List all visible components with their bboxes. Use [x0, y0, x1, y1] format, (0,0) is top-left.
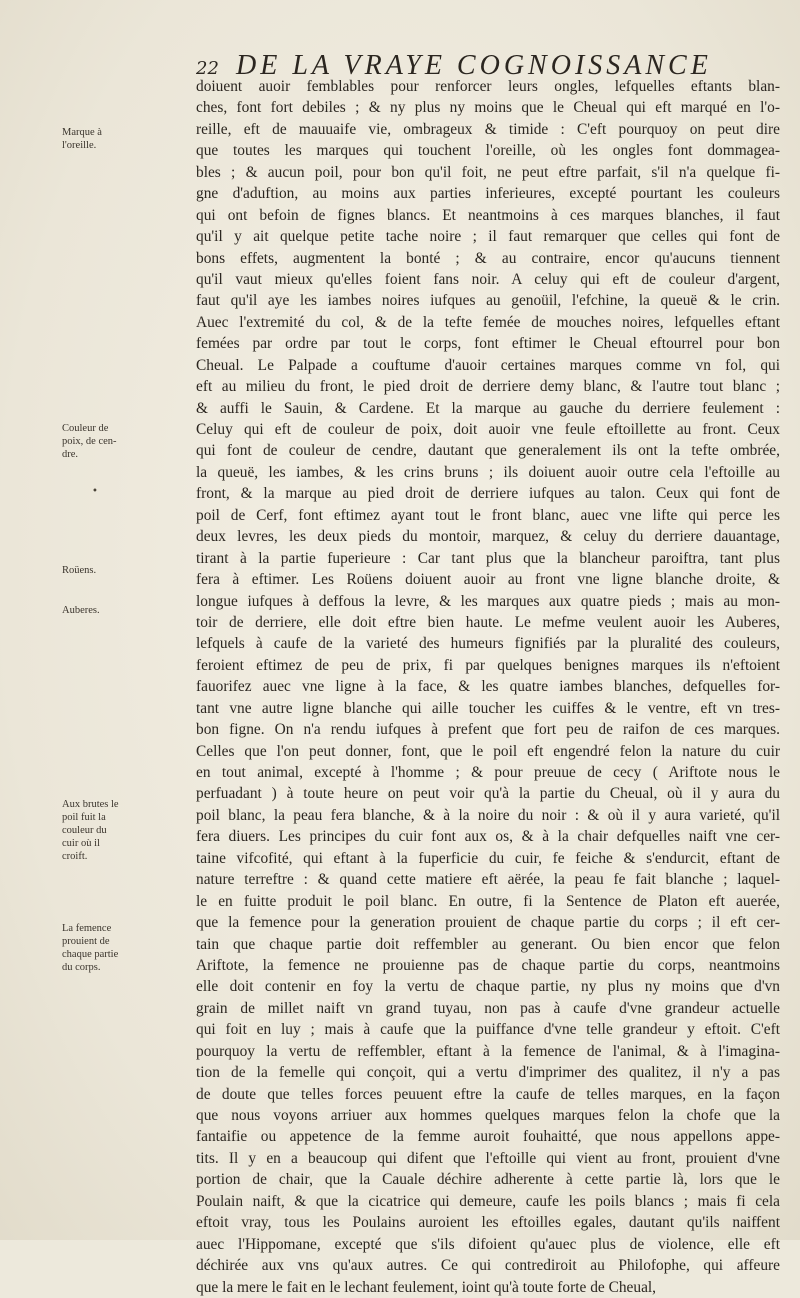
margin-note-line: Auberes. — [62, 605, 100, 616]
text-line: poil blanc, la peau fera blanche, & à la noire du noir : & où il y aura varieté, qu'il — [196, 806, 780, 824]
margin-note-line: croift. — [62, 851, 88, 862]
text-line: & auffi le Sauin, & Cardene. Et la marque au gauche du derriere feulement : — [196, 399, 780, 417]
text-line: portion de chair, que la Cauale déchire adherente à cette partie là, lors que le — [196, 1171, 780, 1189]
text-line: ches, font fort debiles ; & ny plus ny moins que le Cheual qui eft marqué en l'o- — [196, 99, 780, 117]
text-line: tirant à la partie fuperieure : Car tant plus que la blancheur paroiftra, tant plus — [196, 549, 780, 567]
margin-note-couleur-de-poix — [62, 422, 126, 461]
text-line: qui font de couleur de cendre, dautant que generalement ils ont la tefte ombrée, — [196, 442, 780, 460]
text-line: toir de derriere, elle doit eftre bien haute. Le mefme veulent auoir les Auberes, — [196, 613, 780, 631]
text-line: que la femence pour la generation prouient de chaque partie du corps ; il eft cer- — [196, 914, 780, 932]
text-line: deux levres, les deux pieds du montoir, marquez, & celuy du derriere dauantage, — [196, 528, 780, 546]
margin-note-line: l'oreille. — [62, 140, 97, 151]
text-line: Auec l'extremité du col, & de la tefte femée de mouches noires, lefquelles eftant — [196, 313, 780, 331]
margin-note-la-femence — [62, 922, 126, 974]
margin-note-line: Marque à — [62, 127, 102, 138]
text-line: en tout animal, excepté à l'homme ; & pour preuue de cecy ( Ariftote nous le — [196, 764, 780, 781]
text-line: auec l'Hippomane, excepté que s'ils difoient qu'auec plus de violence, elle eft — [196, 1235, 780, 1253]
text-line: lefquels à caufe de la varieté des humeurs fignifiés par la pluralité des couleurs, — [196, 635, 780, 653]
text-line: elle doit contenir en foy la vertu de chaque partie, ny plus ny moins que d'vn — [196, 978, 780, 996]
text-line: taine vifcofité, qui eftant à la fuperficie du cuir, fe feiche & s'endurcit, eftant de — [196, 849, 780, 867]
margin-note-line: Couleur de — [62, 423, 109, 434]
margin-note-line: couleur du — [62, 825, 107, 836]
text-line: la queuë, les iambes, & les crins bruns ; ils doiuent auoir outre cela l'eftoille au — [196, 463, 780, 481]
text-line: qu'il y ait quelque petite tache noire ; il faut remarquer que celles qui font de — [196, 228, 780, 246]
text-line: déchirée aux vns qu'aux autres. Ce qui contrediroit au Philofophe, qui affeure — [196, 1257, 780, 1275]
text-line: tant vne autre ligne blanche qui aille toucher les cuiffes & le ventre, eft vn tres- — [196, 699, 780, 717]
text-line: bles ; & aucun poil, pour bon qu'il foit, ne peut eftre parfait, s'il n'a quelque fi- — [196, 163, 780, 181]
text-line: de doute que telles forces peuuent eftre la caufe de telles marques, en la façon — [196, 1085, 780, 1103]
margin-note-line: dre. — [62, 449, 79, 460]
margin-note-auberes — [62, 604, 126, 617]
text-line: Celles que l'on peut donner, font, que le poil eft engendré felon la nature du cuir — [196, 742, 780, 760]
text-line: que la mere le fait en le lechant feulement, ioint qu'à toute forte de Cheual, — [196, 1278, 657, 1296]
text-line: perfuadant ) à toute heure on peut voir qu'à la partie du Cheual, où il y aura du — [196, 785, 780, 803]
text-line: reille, eft de mauuaife vie, ombrageux & timide : C'eft pourquoy on peut dire — [196, 120, 780, 138]
running-title: DE LA VRAYE COGNOISSANCE — [236, 50, 712, 81]
text-line: qu'il vaut mieux qu'elles foient fans noir. A celuy qui eft de couleur d'argent, — [196, 270, 780, 288]
text-line: fauorifez auec vne ligne à la face, & les quatre iambes blanches, defquelles for- — [196, 678, 780, 696]
margin-note-aux-brutes — [62, 798, 126, 863]
text-line: front, & la marque au pied droit de derriere iufques au talon. Ceux qui font de — [196, 485, 780, 503]
text-line: Cheual. Le Palpade a couftume d'auoir certaines marques comme vn fol, qui — [196, 356, 780, 374]
text-line: eft au milieu du front, le pied droit de derriere demy blanc, & l'autre tout blanc ; — [196, 378, 780, 396]
margin-note-line: poil fuit la — [62, 812, 106, 823]
text-line: Poulain naift, & que la cicatrice qui demeure, caufe les poils blancs ; mais fi cela — [196, 1192, 780, 1210]
text-line: que toutes les marques qui touchent l'oreille, où les ongles font dommagea- — [196, 142, 780, 160]
text-line: pourquoy la vertu de reffembler, eftant à la femence de l'animal, & à l'imagina- — [196, 1042, 780, 1060]
text-line: feroient eftimez de peu de prix, fi par quelques benignes marques ils n'eftoient — [196, 656, 780, 674]
text-line: femées par ordre par tout le corps, font eftimer le Cheual eftourrel pour bon — [196, 335, 780, 353]
margin-note-line: poix, de cen- — [62, 436, 117, 447]
body-text — [196, 76, 780, 1298]
text-line: fera à eftimer. Les Roüens doiuent auoir au front vne ligne blanche droite, & — [196, 571, 780, 589]
text-line: que nous voyons arriuer aux hommes quelques marques felon la chofe que la — [196, 1107, 780, 1124]
text-line: longue iufques à deffous la levre, & les marques aux quatre pieds ; mais au mon- — [196, 592, 780, 610]
text-line: gne d'aduftion, au moins aux parties inferieures, excepté pourtant les couleurs — [196, 185, 780, 203]
margin-note-line: prouient de — [62, 936, 110, 947]
text-line: fantaifie ou appetence de la femme auroit fouhaitté, que nous appellons appe- — [196, 1128, 780, 1146]
text-line: qui foit en luy ; mais à caufe que la puiffance d'vne telle grandeur y eftoit. C'eft — [196, 1021, 780, 1039]
margin-note-rouens — [62, 564, 126, 577]
margin-note-line: Aux brutes le — [62, 799, 119, 810]
text-line: fera diuers. Les principes du cuir font aux os, & à la chair defquelles naift vne cer- — [196, 828, 780, 846]
text-line: tion de la femelle qui conçoit, qui a vertu d'imprimer des qualitez, il n'y a pas — [196, 1064, 780, 1082]
text-line: tain que chaque partie doit reffembler au generant. Ou bien encor que felon — [196, 935, 780, 953]
text-line: Ariftote, la femence ne prouienne pas de chaque partie du corps, neantmoins — [196, 956, 780, 974]
text-line: bon figne. On n'a rendu iufques à prefent que fort peu de raifon de ces marques. — [196, 721, 780, 739]
margin-note-line: cuir où il — [62, 838, 100, 849]
page-number: 22 — [196, 58, 219, 79]
margin-note-line: du corps. — [62, 962, 101, 973]
margin-note-line: Roüens. — [62, 565, 97, 576]
text-line: grain de millet naift vn grand tuyau, non pas à caufe d'vne grandeur actuelle — [196, 999, 780, 1017]
text-line: bons effets, augmentent la bonté ; & au contraire, encor qu'aucuns tiennent — [196, 249, 780, 267]
margin-note-oreille — [62, 126, 126, 152]
text-line: le en fuitte produit le poil blanc. En outre, fi la Sentence de Platon eft auerée, — [196, 892, 780, 910]
text-line: poil de Cerf, font eftimez ayant tout le front blanc, auec vne lifte qui perce les — [196, 506, 780, 524]
text-line: nature terreftre : & quand cette matiere eft aërée, la peau fe fait blanche ; laquel- — [196, 871, 780, 889]
text-line: doiuent auoir femblables pour renforcer leurs ongles, lefquelles eftants blan- — [196, 78, 780, 95]
text-line: faut qu'il aye les iambes noires iufques au genoüil, l'efchine, la queuë & le crin. — [196, 292, 780, 310]
text-line: eftoit vray, tous les Poulains auroient les eftoilles egales, dautant qu'ils naiffent — [196, 1214, 780, 1232]
margin-note-line: La femence — [62, 923, 112, 934]
text-line: qui ont befoin de fignes blancs. Et neantmoins à ces marques blanches, il faut — [196, 206, 780, 224]
text-line: Celuy qui eft de couleur de poix, doit auoir vne feule eftoillette au front. Ceux — [196, 421, 780, 438]
text-line: tits. Il y en a beaucoup qui difent que l'eftoille qui vient au front, prouient d'vne — [196, 1149, 780, 1167]
margin-note-line: chaque partie — [62, 949, 119, 960]
stray-ink-mark: • — [92, 486, 98, 497]
